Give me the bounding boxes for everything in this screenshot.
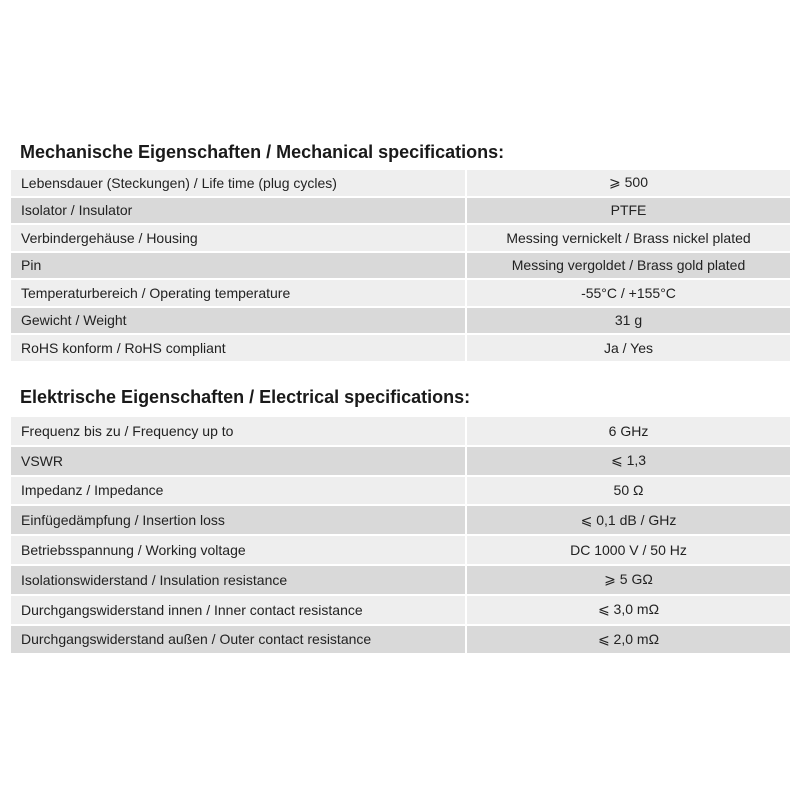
table-row	[11, 198, 790, 226]
table-row	[11, 335, 790, 363]
spec-value: ⩾ 5 GΩ	[467, 566, 790, 596]
spec-label: Frequenz bis zu / Frequency up to	[11, 417, 467, 447]
spec-label: Isolationswiderstand / Insulation resistance	[11, 566, 467, 596]
electrical-specifications-section	[11, 385, 790, 655]
spec-value: -55°C / +155°C	[467, 280, 790, 308]
spec-value: Messing vernickelt / Brass nickel plated	[467, 225, 790, 253]
electrical-spec-table	[11, 417, 790, 655]
spec-label: Temperaturbereich / Operating temperature	[11, 280, 467, 308]
table-row	[11, 308, 790, 336]
spec-label: RoHS konform / RoHS compliant	[11, 335, 467, 363]
spec-label: Lebensdauer (Steckungen) / Life time (plug cycles)	[11, 170, 467, 198]
spec-label: Verbindergehäuse / Housing	[11, 225, 467, 253]
spec-value: ⩽ 2,0 mΩ	[467, 626, 790, 656]
spec-label: Impedanz / Impedance	[11, 477, 467, 507]
mechanical-specifications-section	[11, 140, 790, 363]
spec-label: Durchgangswiderstand außen / Outer contact resistance	[11, 626, 467, 656]
table-row	[11, 536, 790, 566]
table-row	[11, 417, 790, 447]
table-row	[11, 280, 790, 308]
spec-value: ⩽ 3,0 mΩ	[467, 596, 790, 626]
table-row	[11, 506, 790, 536]
spec-value: DC 1000 V / 50 Hz	[467, 536, 790, 566]
mechanical-section-title: Mechanische Eigenschaften / Mechanical specifications:	[20, 142, 505, 162]
spec-value: 50 Ω	[467, 477, 790, 507]
table-row	[11, 253, 790, 281]
spec-value: ⩽ 1,3	[467, 447, 790, 477]
spec-label: Gewicht / Weight	[11, 308, 467, 336]
spec-value: ⩾ 500	[467, 170, 790, 198]
table-row	[11, 447, 790, 477]
spec-value: PTFE	[467, 198, 790, 226]
table-row	[11, 566, 790, 596]
table-row	[11, 170, 790, 198]
spec-label: Einfügedämpfung / Insertion loss	[11, 506, 467, 536]
table-row	[11, 596, 790, 626]
spec-label: VSWR	[11, 447, 467, 477]
spec-value: Ja / Yes	[467, 335, 790, 363]
spec-value: 6 GHz	[467, 417, 790, 447]
electrical-section-title: Elektrische Eigenschaften / Electrical specifications:	[20, 387, 471, 407]
spec-label: Betriebsspannung / Working voltage	[11, 536, 467, 566]
spec-value: Messing vergoldet / Brass gold plated	[467, 253, 790, 281]
table-row	[11, 477, 790, 507]
spec-label: Pin	[11, 253, 467, 281]
spec-label: Durchgangswiderstand innen / Inner contact resistance	[11, 596, 467, 626]
table-row	[11, 225, 790, 253]
spec-value: ⩽ 0,1 dB / GHz	[467, 506, 790, 536]
spec-value: 31 g	[467, 308, 790, 336]
mechanical-spec-table	[11, 170, 790, 363]
table-row	[11, 626, 790, 656]
spec-label: Isolator / Insulator	[11, 198, 467, 226]
